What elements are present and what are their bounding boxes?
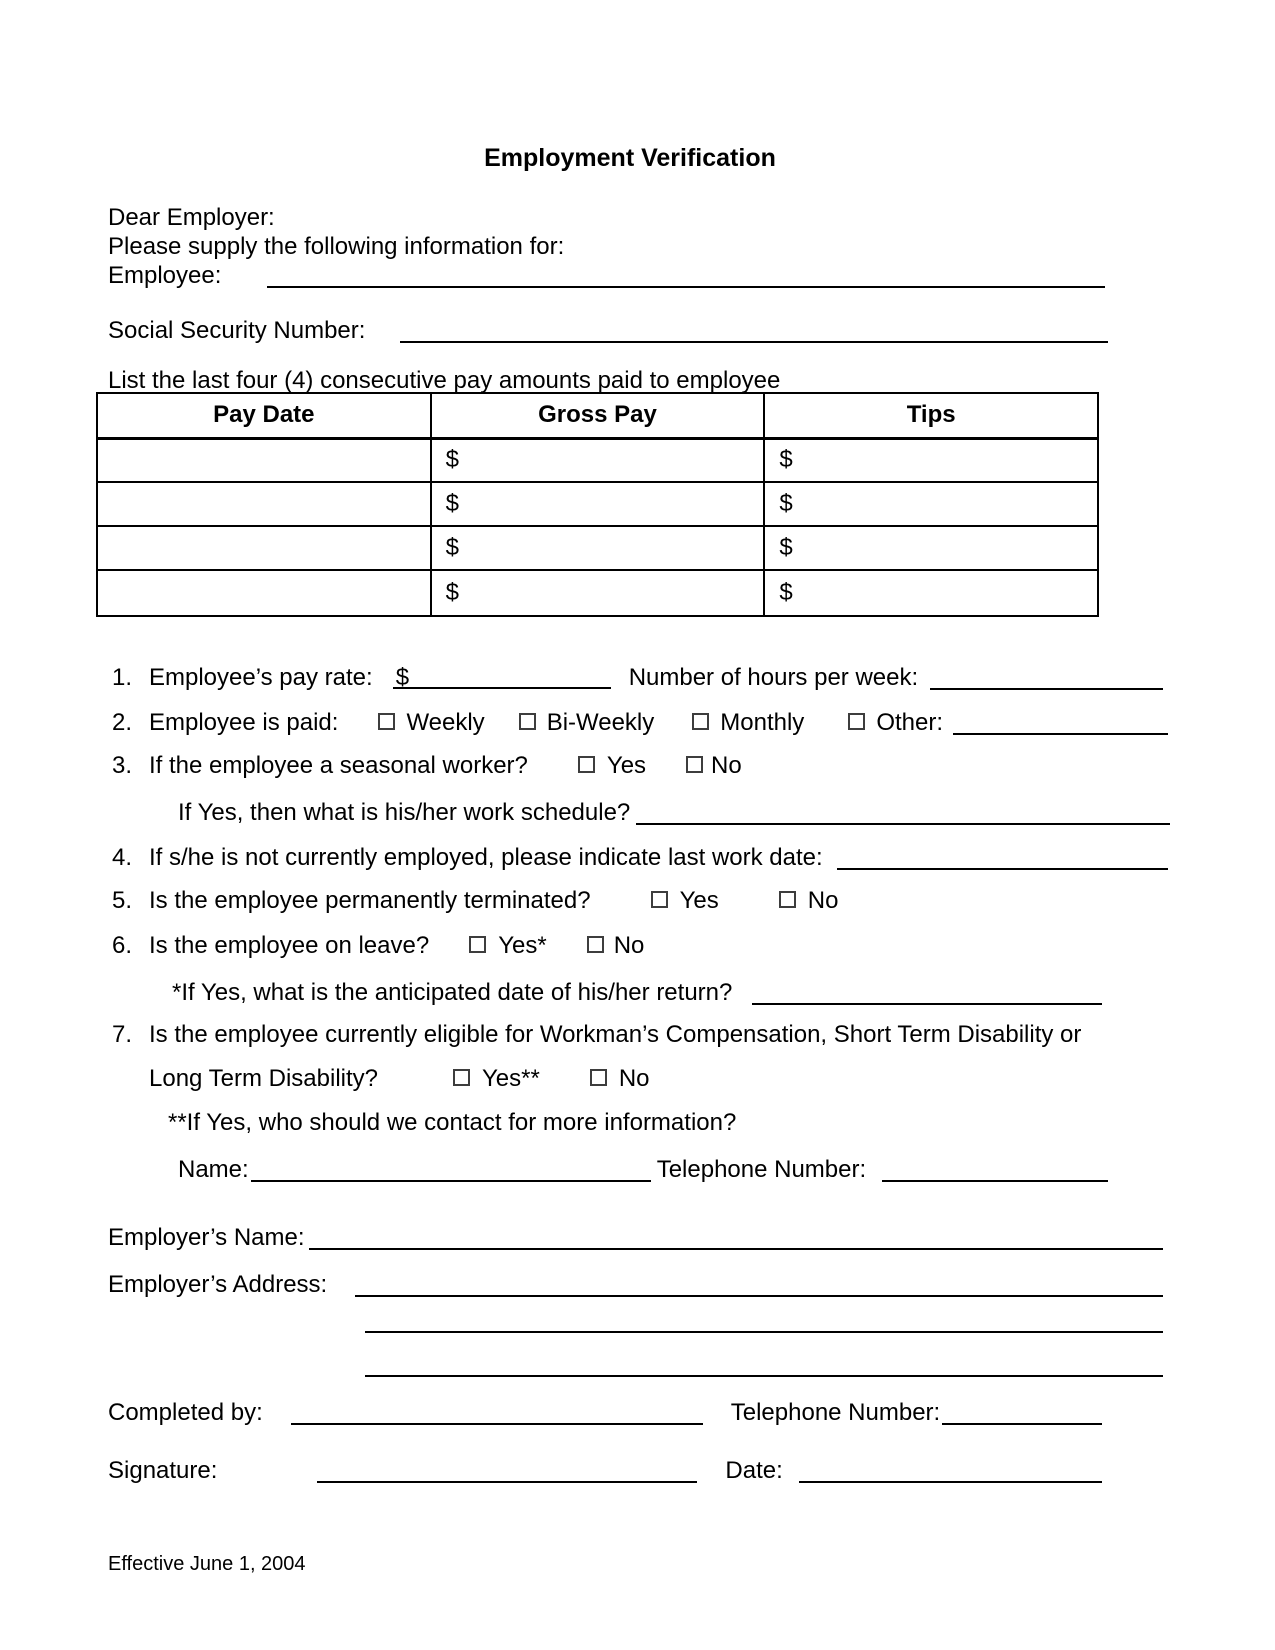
employee-row bbox=[108, 259, 1105, 291]
dollar-sign: $ bbox=[445, 446, 460, 474]
tips-cell-3[interactable] bbox=[764, 526, 1098, 570]
pay-rate-label: Employee’s pay rate: bbox=[149, 664, 373, 691]
seasonal-worker-label: If the employee a seasonal worker? bbox=[149, 752, 528, 779]
question-number: 6. bbox=[112, 932, 133, 959]
seasonal-yes-label: Yes bbox=[606, 752, 647, 779]
seasonal-yes-checkbox[interactable] bbox=[578, 756, 595, 773]
ssn-label: Social Security Number: bbox=[108, 317, 366, 344]
weekly-checkbox[interactable] bbox=[378, 713, 395, 730]
question-number: 4. bbox=[112, 844, 133, 871]
contact-name-field[interactable] bbox=[251, 1158, 651, 1182]
on-leave-yes-label: Yes* bbox=[498, 932, 547, 959]
dollar-sign: $ bbox=[395, 664, 410, 691]
terminated-no-label: No bbox=[807, 887, 839, 914]
biweekly-checkbox[interactable] bbox=[519, 713, 536, 730]
other-field[interactable] bbox=[953, 711, 1168, 735]
dollar-sign: $ bbox=[445, 490, 460, 517]
pay-date-cell-3[interactable] bbox=[97, 526, 431, 570]
pay-date-cell-2[interactable] bbox=[97, 482, 431, 526]
disability-yes-checkbox[interactable] bbox=[453, 1069, 470, 1086]
question-7-line2 bbox=[149, 1064, 650, 1094]
ssn-field[interactable] bbox=[400, 319, 1108, 343]
monthly-checkbox[interactable] bbox=[692, 713, 709, 730]
gross-pay-header: Gross Pay bbox=[431, 393, 765, 438]
table-row bbox=[97, 438, 1098, 482]
other-label: Other: bbox=[876, 709, 944, 736]
on-leave-label: Is the employee on leave? bbox=[149, 932, 430, 959]
question-6 bbox=[112, 931, 644, 961]
disability-no-checkbox[interactable] bbox=[590, 1069, 607, 1086]
contact-phone-label: Telephone Number: bbox=[656, 1156, 867, 1183]
contact-name-label: Name: bbox=[178, 1156, 249, 1183]
contact-phone-field[interactable] bbox=[882, 1158, 1108, 1182]
work-schedule-label: If Yes, then what is his/her work schedule? bbox=[178, 799, 631, 826]
employer-address-field-1[interactable] bbox=[355, 1273, 1163, 1297]
employer-address-field-2[interactable] bbox=[365, 1331, 1163, 1333]
gross-pay-cell-2[interactable] bbox=[431, 482, 765, 526]
effective-date: Effective June 1, 2004 bbox=[108, 1553, 306, 1575]
question-number: 2. bbox=[112, 709, 133, 736]
signature-field[interactable] bbox=[317, 1459, 697, 1483]
gross-pay-cell-3[interactable] bbox=[431, 526, 765, 570]
contact-info-label: **If Yes, who should we contact for more information? bbox=[168, 1109, 737, 1136]
on-leave-no-label: No bbox=[613, 932, 645, 959]
question-5 bbox=[112, 886, 838, 916]
last-work-date-label: If s/he is not currently employed, please indicate last work date: bbox=[149, 844, 823, 871]
question-2 bbox=[112, 706, 1168, 738]
biweekly-label: Bi-Weekly bbox=[546, 709, 655, 736]
seasonal-no-checkbox[interactable] bbox=[686, 756, 703, 773]
ssn-row bbox=[108, 314, 1108, 346]
employer-name-label: Employer’s Name: bbox=[108, 1224, 305, 1251]
salutation: Dear Employer: bbox=[108, 204, 275, 231]
hours-per-week-label: Number of hours per week: bbox=[628, 664, 919, 691]
tips-cell-1[interactable] bbox=[764, 438, 1098, 482]
date-field[interactable] bbox=[799, 1459, 1102, 1483]
signature-label: Signature: bbox=[108, 1457, 218, 1484]
pay-rate-field[interactable] bbox=[393, 663, 611, 689]
paid-frequency-label: Employee is paid: bbox=[149, 709, 339, 736]
table-row bbox=[97, 570, 1098, 616]
employer-address-field-3[interactable] bbox=[365, 1375, 1163, 1377]
weekly-label: Weekly bbox=[406, 709, 485, 736]
pay-date-cell-4[interactable] bbox=[97, 570, 431, 616]
table-row bbox=[97, 482, 1098, 526]
disability-yes-label: Yes** bbox=[482, 1065, 540, 1092]
pay-date-header: Pay Date bbox=[97, 393, 431, 438]
question-number: 7. bbox=[112, 1021, 133, 1048]
completed-phone-label: Telephone Number: bbox=[730, 1399, 941, 1426]
seasonal-no-label: No bbox=[711, 752, 742, 779]
employer-name-field[interactable] bbox=[309, 1226, 1163, 1250]
employee-name-field[interactable] bbox=[267, 264, 1105, 288]
terminated-yes-checkbox[interactable] bbox=[651, 891, 668, 908]
form-title: Employment Verification bbox=[484, 144, 776, 172]
disability-no-label: No bbox=[618, 1065, 650, 1092]
question-7-followup bbox=[168, 1108, 736, 1138]
work-schedule-field[interactable] bbox=[636, 801, 1170, 825]
question-3 bbox=[112, 751, 742, 781]
completed-by-label: Completed by: bbox=[108, 1399, 263, 1426]
dollar-sign: $ bbox=[779, 490, 793, 517]
dollar-sign: $ bbox=[445, 579, 460, 606]
tips-cell-4[interactable] bbox=[764, 570, 1098, 616]
last-work-date-field[interactable] bbox=[837, 846, 1168, 870]
terminated-label: Is the employee permanently terminated? bbox=[149, 887, 591, 914]
table-row bbox=[97, 526, 1098, 570]
question-number: 5. bbox=[112, 887, 133, 914]
question-4 bbox=[112, 841, 1168, 873]
employer-address-row bbox=[108, 1268, 1163, 1300]
hours-per-week-field[interactable] bbox=[930, 666, 1163, 690]
disability-label-line1: Is the employee currently eligible for Workman’s Compensation, Short Term Disability or bbox=[149, 1021, 1082, 1048]
completed-by-row bbox=[108, 1396, 1102, 1428]
dollar-sign: $ bbox=[779, 579, 793, 606]
pay-table-header-row bbox=[97, 393, 1098, 438]
terminated-yes-label: Yes bbox=[679, 887, 719, 914]
disability-label-line2: Long Term Disability? bbox=[149, 1065, 378, 1092]
return-date-label: *If Yes, what is the anticipated date of his/her return? bbox=[172, 979, 733, 1006]
dollar-sign: $ bbox=[779, 534, 793, 561]
terminated-no-checkbox[interactable] bbox=[779, 891, 796, 908]
question-7 bbox=[112, 1020, 1081, 1050]
intro-text: Please supply the following information for: bbox=[108, 233, 565, 260]
question-6-followup bbox=[172, 976, 1102, 1008]
gross-pay-cell-1[interactable] bbox=[431, 438, 765, 482]
employer-address-label: Employer’s Address: bbox=[108, 1271, 328, 1298]
tips-header: Tips bbox=[764, 393, 1098, 438]
return-date-field[interactable] bbox=[752, 981, 1102, 1005]
completed-phone-field[interactable] bbox=[942, 1401, 1102, 1425]
dollar-sign: $ bbox=[445, 534, 460, 561]
date-label: Date: bbox=[725, 1457, 783, 1484]
other-checkbox[interactable] bbox=[848, 713, 865, 730]
monthly-label: Monthly bbox=[720, 709, 805, 736]
question-number: 1. bbox=[112, 664, 133, 691]
question-3-followup bbox=[178, 796, 1170, 828]
question-number: 3. bbox=[112, 752, 133, 779]
on-leave-no-checkbox[interactable] bbox=[587, 936, 604, 953]
pay-date-cell-1[interactable] bbox=[97, 438, 431, 482]
on-leave-yes-checkbox[interactable] bbox=[469, 936, 486, 953]
pay-table bbox=[96, 392, 1099, 617]
tips-cell-2[interactable] bbox=[764, 482, 1098, 526]
signature-row bbox=[108, 1454, 1102, 1486]
contact-row bbox=[178, 1153, 1108, 1185]
employer-name-row bbox=[108, 1221, 1163, 1253]
question-1 bbox=[112, 661, 1163, 693]
dollar-sign: $ bbox=[779, 446, 793, 474]
table-caption: List the last four (4) consecutive pay amounts paid to employee bbox=[108, 367, 781, 394]
employee-label: Employee: bbox=[108, 262, 222, 289]
completed-by-field[interactable] bbox=[291, 1401, 703, 1425]
gross-pay-cell-4[interactable] bbox=[431, 570, 765, 616]
